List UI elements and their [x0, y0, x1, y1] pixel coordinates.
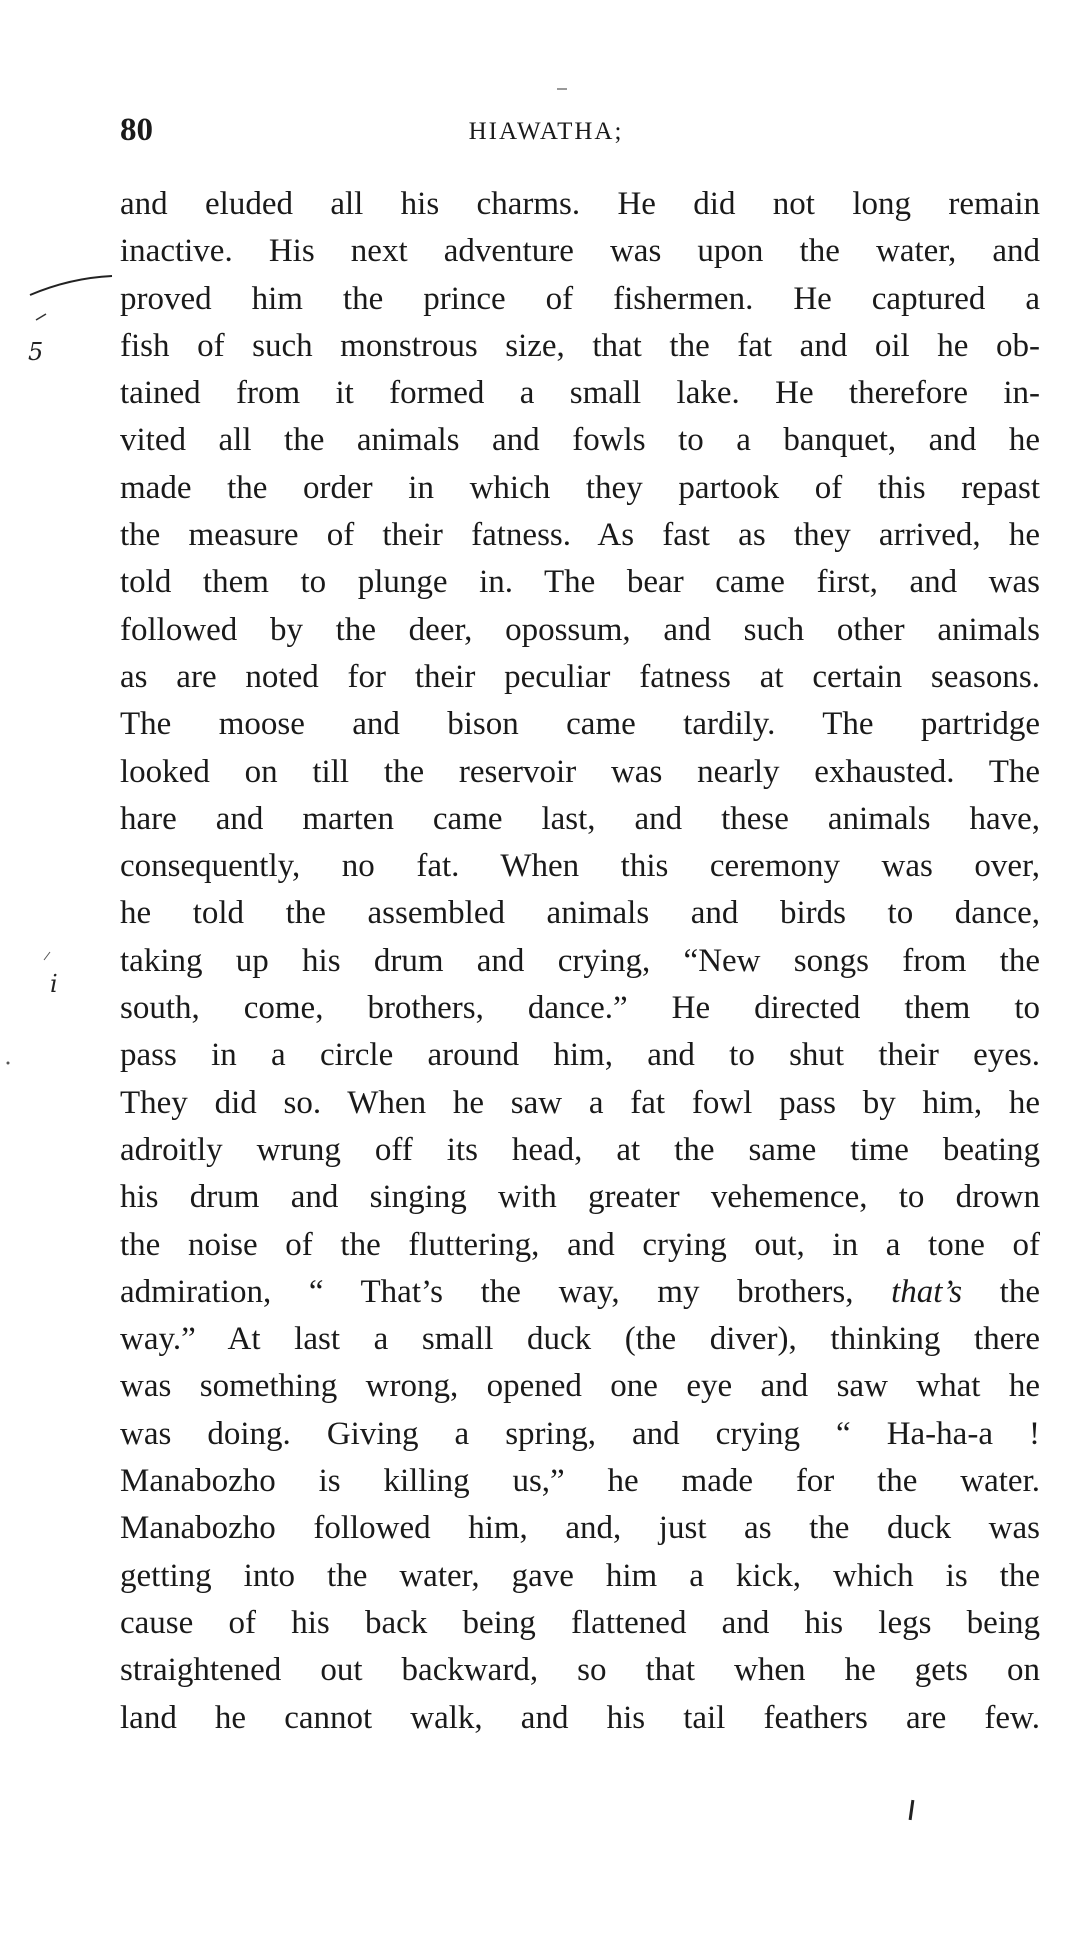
text-line: consequently, no fat. When this ceremony was over,: [120, 848, 1040, 885]
text-line: was doing. Giving a spring, and crying “ Ha-ha-a !: [120, 1415, 1040, 1452]
text-line: told them to plunge in. The bear came first, and was: [120, 564, 1040, 601]
text-line: land he cannot walk, and his tail feathers are few.: [120, 1699, 1040, 1736]
margin-stroke-small: [44, 952, 50, 960]
text-line: taking up his drum and crying, “New songs from the: [120, 942, 1040, 979]
text-line: They did so. When he saw a fat fowl pass by him, he: [120, 1084, 1040, 1121]
text-line: he told the assembled animals and birds to dance,: [120, 895, 1040, 932]
text-line: was something wrong, opened one eye and saw what he: [120, 1368, 1040, 1405]
text-line: his drum and singing with greater vehemence, to drown: [120, 1179, 1040, 1216]
margin-stroke-tick: [36, 314, 46, 320]
text-line: followed by the deer, opossum, and such other animals: [120, 611, 1040, 648]
text-line: Manabozho is killing us,” he made for the water.: [120, 1463, 1040, 1500]
text-line: inactive. His next adventure was upon the water, and: [120, 233, 1040, 270]
text-line: pass in a circle around him, and to shut their eyes.: [120, 1037, 1040, 1074]
text-line: and eluded all his charms. He did not long remain: [120, 186, 1040, 222]
text-line: Manabozho followed him, and, just as the duck was: [120, 1510, 1040, 1547]
text-line: straightened out backward, so that when he gets on: [120, 1652, 1040, 1689]
text-line-with-italic: [120, 1269, 1040, 1316]
text-line: the noise of the fluttering, and crying out, in a tone of: [120, 1226, 1040, 1263]
text-segment: admiration, “ That’s the way, my brothers,: [120, 1273, 892, 1310]
running-title: HIAWATHA;: [468, 118, 624, 145]
top-speck: [557, 88, 567, 90]
page-number: 80: [120, 112, 153, 148]
italic-word: that’s: [891, 1273, 963, 1310]
text-line: hare and marten came last, and these animals have,: [120, 800, 1040, 837]
text-line: tained from it formed a small lake. He therefore in-: [120, 375, 1040, 412]
margin-stroke-line: [30, 276, 112, 295]
text-segment: the: [962, 1273, 1040, 1310]
text-line: as are noted for their peculiar fatness at certain seasons.: [120, 658, 1040, 695]
text-line: the measure of their fatness. As fast as they arrived, he: [120, 517, 1040, 554]
margin-mark-5: 5: [28, 338, 44, 366]
text-line: cause of his back being flattened and his legs being: [120, 1604, 1040, 1641]
text-line: looked on till the reservoir was nearly exhausted. The: [120, 753, 1040, 790]
text-line: getting into the water, gave him a kick, which is the: [120, 1557, 1040, 1594]
text-line: proved him the prince of fishermen. He captured a: [120, 280, 1040, 317]
text-line: vited all the animals and fowls to a banquet, and he: [120, 422, 1040, 459]
margin-mark-i: i: [50, 970, 58, 998]
body-text: [120, 181, 1040, 1742]
text-line: way.” At last a small duck (the diver), thinking there: [120, 1321, 1040, 1358]
bottom-mark: [909, 1800, 915, 1820]
text-line: made the order in which they partook of this repast: [120, 469, 1040, 506]
text-line: adroitly wrung off its head, at the same time beating: [120, 1131, 1040, 1168]
text-line: south, come, brothers, dance.” He directed them to: [120, 990, 1040, 1027]
text-line: The moose and bison came tardily. The partridge: [120, 706, 1040, 743]
margin-speck: [7, 1062, 10, 1065]
text-line: fish of such monstrous size, that the fat and oil he ob-: [120, 327, 1040, 364]
